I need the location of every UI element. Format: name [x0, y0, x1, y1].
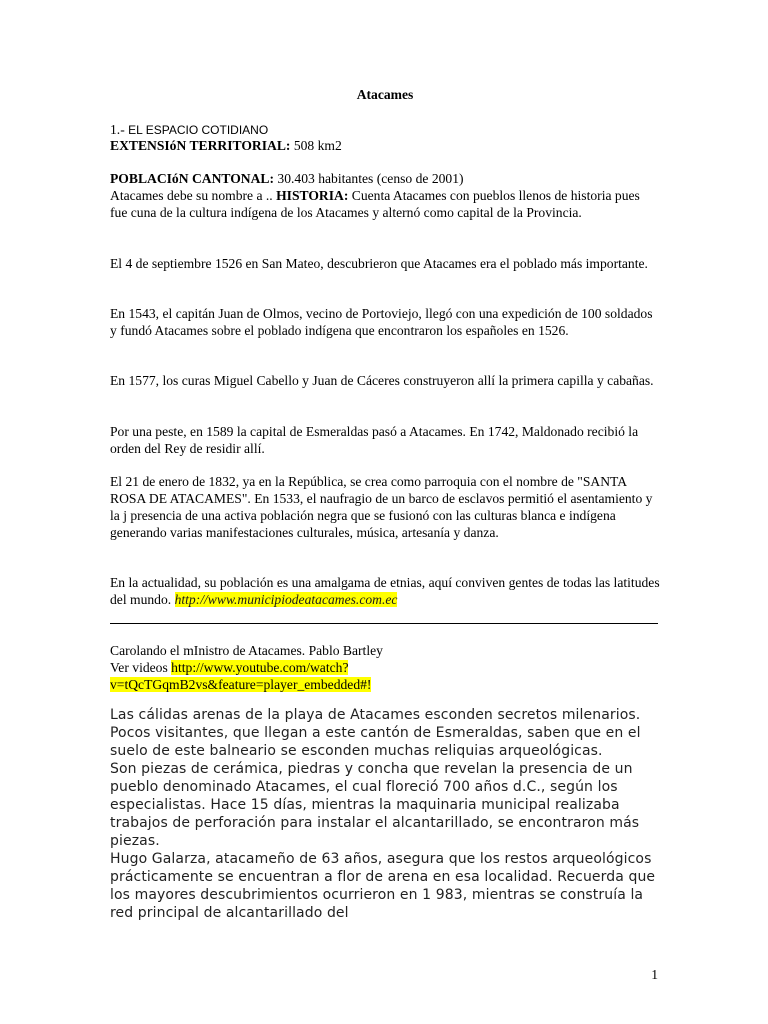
paragraph-republica: El 21 de enero de 1832, ya en la República, se crea como parroquia con el nombre de "SANTA ROSA DE ATACAMES". En 1533, el naufragio de un barco de esclavos permitió el asentamiento y la j presencia de una activa población negra que se fusionó con las culturas blanca e indígena generando varias manifestaciones culturales, música, artesanía y danza. [110, 474, 653, 540]
poblacion-line [110, 170, 660, 187]
ver-videos-label: Ver videos [110, 660, 172, 675]
article-paragraph: Las cálidas arenas de la playa de Atacames esconden secretos milenarios. Pocos visitantes, que llegan a este cantón de Esmeraldas, saben que en el suelo de este balneario se esconden muchas reliquias arqueológicas. [110, 707, 641, 759]
poblacion-label: POBLACIóN CANTONAL: [110, 171, 275, 186]
paragraph-san-mateo: El 4 de septiembre 1526 en San Mateo, descubrieron que Atacames era el poblado más importante. [110, 256, 648, 271]
paragraph-peste: Por una peste, en 1589 la capital de Esmeraldas pasó a Atacames. En 1742, Maldonado recibió la orden del Rey de residir allí. [110, 424, 639, 456]
paragraph-olmos: En 1543, el capitán Juan de Olmos, vecino de Portoviejo, llegó con una expedición de 100 soldados y fundó Atacames sobre el poblado indígena que encontraron los españoles en 1526. [110, 306, 653, 338]
article-paragraph: Son piezas de cerámica, piedras y concha que revelan la presencia de un pueblo denominado Atacames, el cual floreció 700 años d.C., según los especialistas. Hace 15 días, mientras la maquinaria municipal realizaba trabajos de perforación para instalar el alcantarillado, se encontraron más piezas. [110, 761, 640, 849]
extension-line [110, 137, 660, 154]
section-heading: EL ESPACIO COTIDIANO [128, 123, 269, 137]
historia-label: HISTORIA: [276, 188, 349, 203]
section-number: 1.- [110, 122, 129, 137]
extension-value: 508 km2 [290, 138, 342, 153]
municipio-link[interactable]: http://www.municipiodeatacames.com.ec [174, 592, 398, 607]
article-paragraph: Hugo Galarza, atacameño de 63 años, asegura que los restos arqueológicos prácticamente se encuentran a flor de arena en esa localidad. Recuerda que los mayores descubrimientos ocurrieron en 1 983, mientras se construía la red principal de alcantarillado del [110, 851, 656, 921]
document-title: Atacames [356, 87, 414, 102]
historia-paragraph [110, 187, 660, 221]
poblacion-value: 30.403 habitantes (censo de 2001) [274, 171, 464, 186]
horizontal-divider [110, 623, 658, 624]
paragraph-curas: En 1577, los curas Miguel Cabello y Juan de Cáceres construyeron allí la primera capilla y cabañas. [110, 373, 654, 388]
carolando-line: Carolando el mInistro de Atacames. Pablo Bartley [110, 643, 383, 658]
ver-videos-line [110, 659, 660, 693]
youtube-link-part1[interactable]: http://www.youtube.com/watch? [171, 660, 349, 675]
page-number: 1 [651, 967, 658, 982]
historia-text: Cuenta Atacames con pueblos llenos de historia pues fue cuna de la cultura indígena de los Atacames y alternó como capital de la Provincia. [110, 188, 640, 220]
nombre-text: Atacames debe su nombre a .. [110, 188, 277, 203]
closing-text: En la actualidad, su población es una amalgama de etnias, aquí conviven gentes de todas las latitudes del mundo. [110, 575, 660, 607]
closing-paragraph [110, 574, 660, 608]
youtube-link-part2[interactable]: v=tQcTGqmB2vs&feature=player_embedded#! [110, 677, 372, 692]
extension-label: EXTENSIóN TERRITORIAL: [110, 138, 291, 153]
article-text [110, 706, 662, 922]
